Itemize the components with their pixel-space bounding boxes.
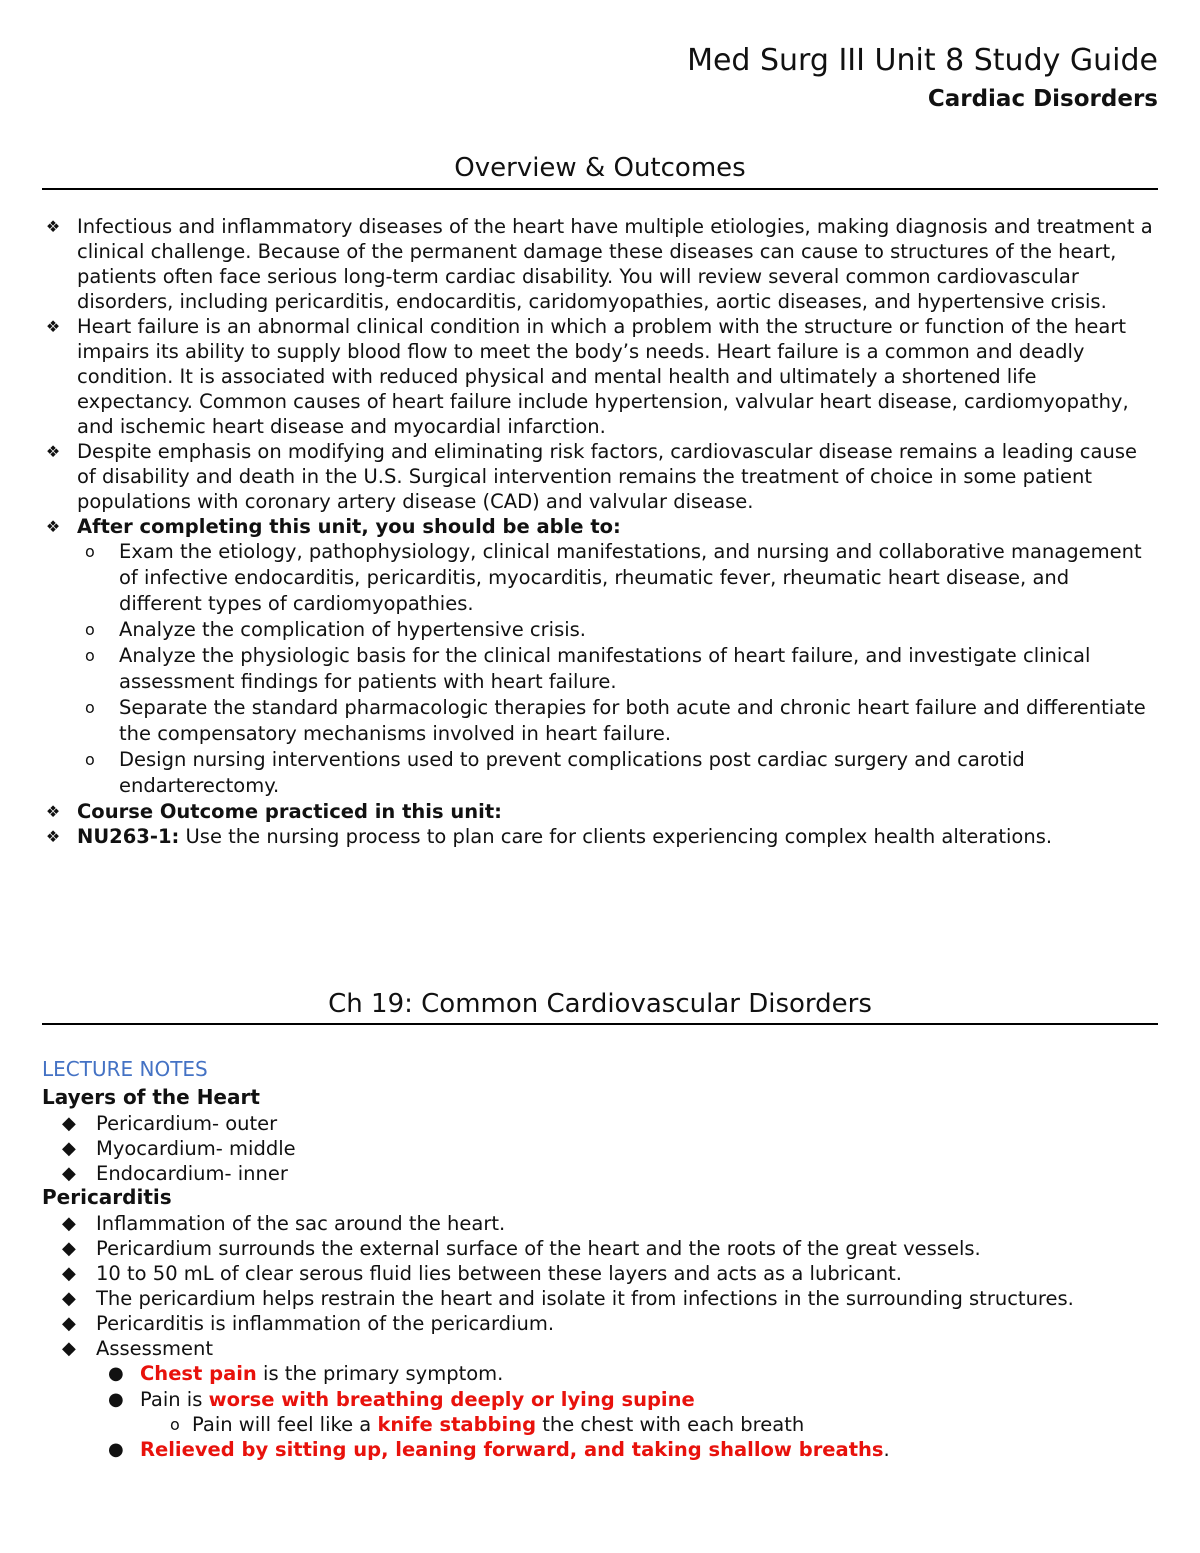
- diamond-bullet-icon: ❖: [45, 317, 61, 336]
- filled-diamond-bullet-icon: ◆: [62, 1338, 76, 1359]
- filled-diamond-bullet-icon: ◆: [62, 1263, 76, 1284]
- diamond-bullet-icon: ❖: [45, 802, 61, 821]
- assessment-emphasis: knife stabbing: [377, 1413, 537, 1436]
- diamond-bullet-icon: ❖: [45, 827, 61, 846]
- filled-diamond-bullet-icon: ◆: [62, 1138, 76, 1159]
- layer-text: Myocardium- middle: [96, 1137, 296, 1160]
- pericarditis-text: Inflammation of the sac around the heart.: [96, 1212, 506, 1235]
- assessment-emphasis: Chest pain: [140, 1362, 257, 1385]
- pericarditis-item: [42, 1311, 1158, 1336]
- course-outcome-label: Course Outcome practiced in this unit:: [77, 800, 502, 823]
- assessment-point: [96, 1361, 1158, 1387]
- assessment-label: Assessment: [96, 1337, 213, 1360]
- outcome-text: Design nursing interventions used to prevent complications post cardiac surgery and carotid endarterectomy.: [119, 748, 1025, 797]
- overview-text: Infectious and inflammatory diseases of the heart have multiple etiologies, making diagnosis and treatment a clinical challenge. Because of the permanent damage these diseases can cause to structures of the heart, patients often face serious long-term cardiac disability. You will review several common cardiovascular disorders, including pericarditis, endocarditis, caridomyopathies, aortic diseases, and hypertensive crisis.: [77, 215, 1153, 313]
- layer-text: Endocardium- inner: [96, 1162, 288, 1185]
- outcome-text: Analyze the physiologic basis for the clinical manifestations of heart failure, and investigate clinical assessment findings for patients with heart failure.: [119, 644, 1091, 693]
- pericarditis-list: [42, 1211, 1158, 1463]
- overview-item: [42, 314, 1158, 439]
- assessment-point: [96, 1437, 1158, 1463]
- outcome-item: [77, 695, 1158, 747]
- document-subtitle: Cardiac Disorders: [927, 86, 1158, 112]
- lecture-notes-label: LECTURE NOTES: [42, 1057, 208, 1081]
- outcome-item: [77, 539, 1158, 617]
- pericarditis-text: Pericardium surrounds the external surface of the heart and the roots of the great vessels.: [96, 1237, 981, 1260]
- diamond-bullet-icon: ❖: [45, 442, 61, 461]
- assessment-text: Pain will feel like a: [192, 1413, 378, 1436]
- pericarditis-text: The pericardium helps restrain the heart and isolate it from infections in the surrounding structures.: [96, 1287, 1074, 1310]
- circle-bullet-icon: o: [85, 698, 95, 717]
- outcome-item: [77, 747, 1158, 799]
- assessment-sub-point: [140, 1412, 1158, 1437]
- pericarditis-text: 10 to 50 mL of clear serous fluid lies between these layers and acts as a lubricant.: [96, 1262, 903, 1285]
- assessment-text: is the primary symptom.: [256, 1362, 504, 1385]
- filled-diamond-bullet-icon: ◆: [62, 1163, 76, 1184]
- assessment-point: [96, 1387, 1158, 1438]
- outcomes-item: [42, 514, 1158, 799]
- nu-outcome-item: [42, 824, 1158, 849]
- dot-bullet-icon: ●: [108, 1363, 124, 1384]
- outcome-item: [77, 617, 1158, 643]
- outcome-text: Exam the etiology, pathophysiology, clinical manifestations, and nursing and collaborative management of infective endocarditis, pericarditis, myocarditis, rheumatic fever, rheumatic heart disease, and different types of cardiomyopathies.: [119, 540, 1142, 615]
- dot-bullet-icon: ●: [108, 1439, 124, 1460]
- circle-bullet-icon: o: [85, 542, 95, 561]
- pericarditis-text: Pericarditis is inflammation of the pericardium.: [96, 1312, 555, 1335]
- nu-text: Use the nursing process to plan care for clients experiencing complex health alterations.: [179, 825, 1053, 848]
- layer-text: Pericardium- outer: [96, 1112, 278, 1135]
- overview-rule: [42, 188, 1158, 190]
- document-title: Med Surg III Unit 8 Study Guide: [687, 43, 1158, 78]
- pericarditis-item: [42, 1236, 1158, 1261]
- pericarditis-item: [42, 1211, 1158, 1236]
- overview-text: Heart failure is an abnormal clinical condition in which a problem with the structure or function of the heart impairs its ability to supply blood flow to meet the body’s needs. Heart failure is a common and deadly condition. It is associated with reduced physical and mental health and ultimately a shortened life expectancy. Common causes of heart failure include hypertension, valvular heart disease, cardiomyopathy, and ischemic heart disease and myocardial infarction.: [77, 315, 1129, 438]
- layer-item: [42, 1111, 1158, 1136]
- circle-bullet-icon: o: [170, 1415, 180, 1434]
- layer-item: [42, 1161, 1158, 1186]
- circle-bullet-icon: o: [85, 750, 95, 769]
- layer-item: [42, 1136, 1158, 1161]
- assessment-item: [42, 1336, 1158, 1463]
- assessment-emphasis: Relieved by sitting up, leaning forward, and taking shallow breaths: [140, 1438, 884, 1461]
- overview-list: [42, 214, 1158, 849]
- assessment-text: .: [883, 1438, 890, 1461]
- diamond-bullet-icon: ❖: [45, 217, 61, 236]
- assessment-sub-list: [140, 1412, 1158, 1437]
- circle-bullet-icon: o: [85, 620, 95, 639]
- pericarditis-item: [42, 1261, 1158, 1286]
- outcomes-intro: After completing this unit, you should be able to:: [77, 515, 621, 538]
- filled-diamond-bullet-icon: ◆: [62, 1313, 76, 1334]
- assessment-list: [96, 1361, 1158, 1463]
- outcomes-list: [77, 539, 1158, 799]
- overview-heading: Overview & Outcomes: [454, 153, 746, 183]
- pericarditis-item: [42, 1286, 1158, 1311]
- overview-text: Despite emphasis on modifying and eliminating risk factors, cardiovascular disease remains a leading cause of disability and death in the U.S. Surgical intervention remains the treatment of choice in some patient populations with coronary artery disease (CAD) and valvular disease.: [77, 440, 1137, 513]
- filled-diamond-bullet-icon: ◆: [62, 1238, 76, 1259]
- outcome-item: [77, 643, 1158, 695]
- filled-diamond-bullet-icon: ◆: [62, 1213, 76, 1234]
- dot-bullet-icon: ●: [108, 1388, 124, 1410]
- assessment-text: Pain is: [140, 1387, 209, 1411]
- diamond-bullet-icon: ❖: [45, 517, 61, 536]
- layers-heading: Layers of the Heart: [42, 1085, 260, 1109]
- outcome-text: Analyze the complication of hypertensive crisis.: [119, 618, 587, 641]
- nu-code: NU263-1:: [77, 825, 180, 848]
- outcome-text: Separate the standard pharmacologic therapies for both acute and chronic heart failure and differentiate the compensatory mechanisms involved in heart failure.: [119, 696, 1146, 745]
- filled-diamond-bullet-icon: ◆: [62, 1113, 76, 1134]
- chapter-rule: [42, 1023, 1158, 1025]
- filled-diamond-bullet-icon: ◆: [62, 1288, 76, 1309]
- chapter-heading: Ch 19: Common Cardiovascular Disorders: [328, 989, 872, 1019]
- overview-item: [42, 439, 1158, 514]
- overview-item: [42, 214, 1158, 314]
- assessment-text: the chest with each breath: [536, 1413, 805, 1436]
- layers-list: [42, 1111, 1158, 1186]
- pericarditis-heading: Pericarditis: [42, 1185, 172, 1209]
- circle-bullet-icon: o: [85, 646, 95, 665]
- assessment-emphasis: worse with breathing deeply or lying supine: [208, 1387, 695, 1411]
- course-outcome-item: [42, 799, 1158, 824]
